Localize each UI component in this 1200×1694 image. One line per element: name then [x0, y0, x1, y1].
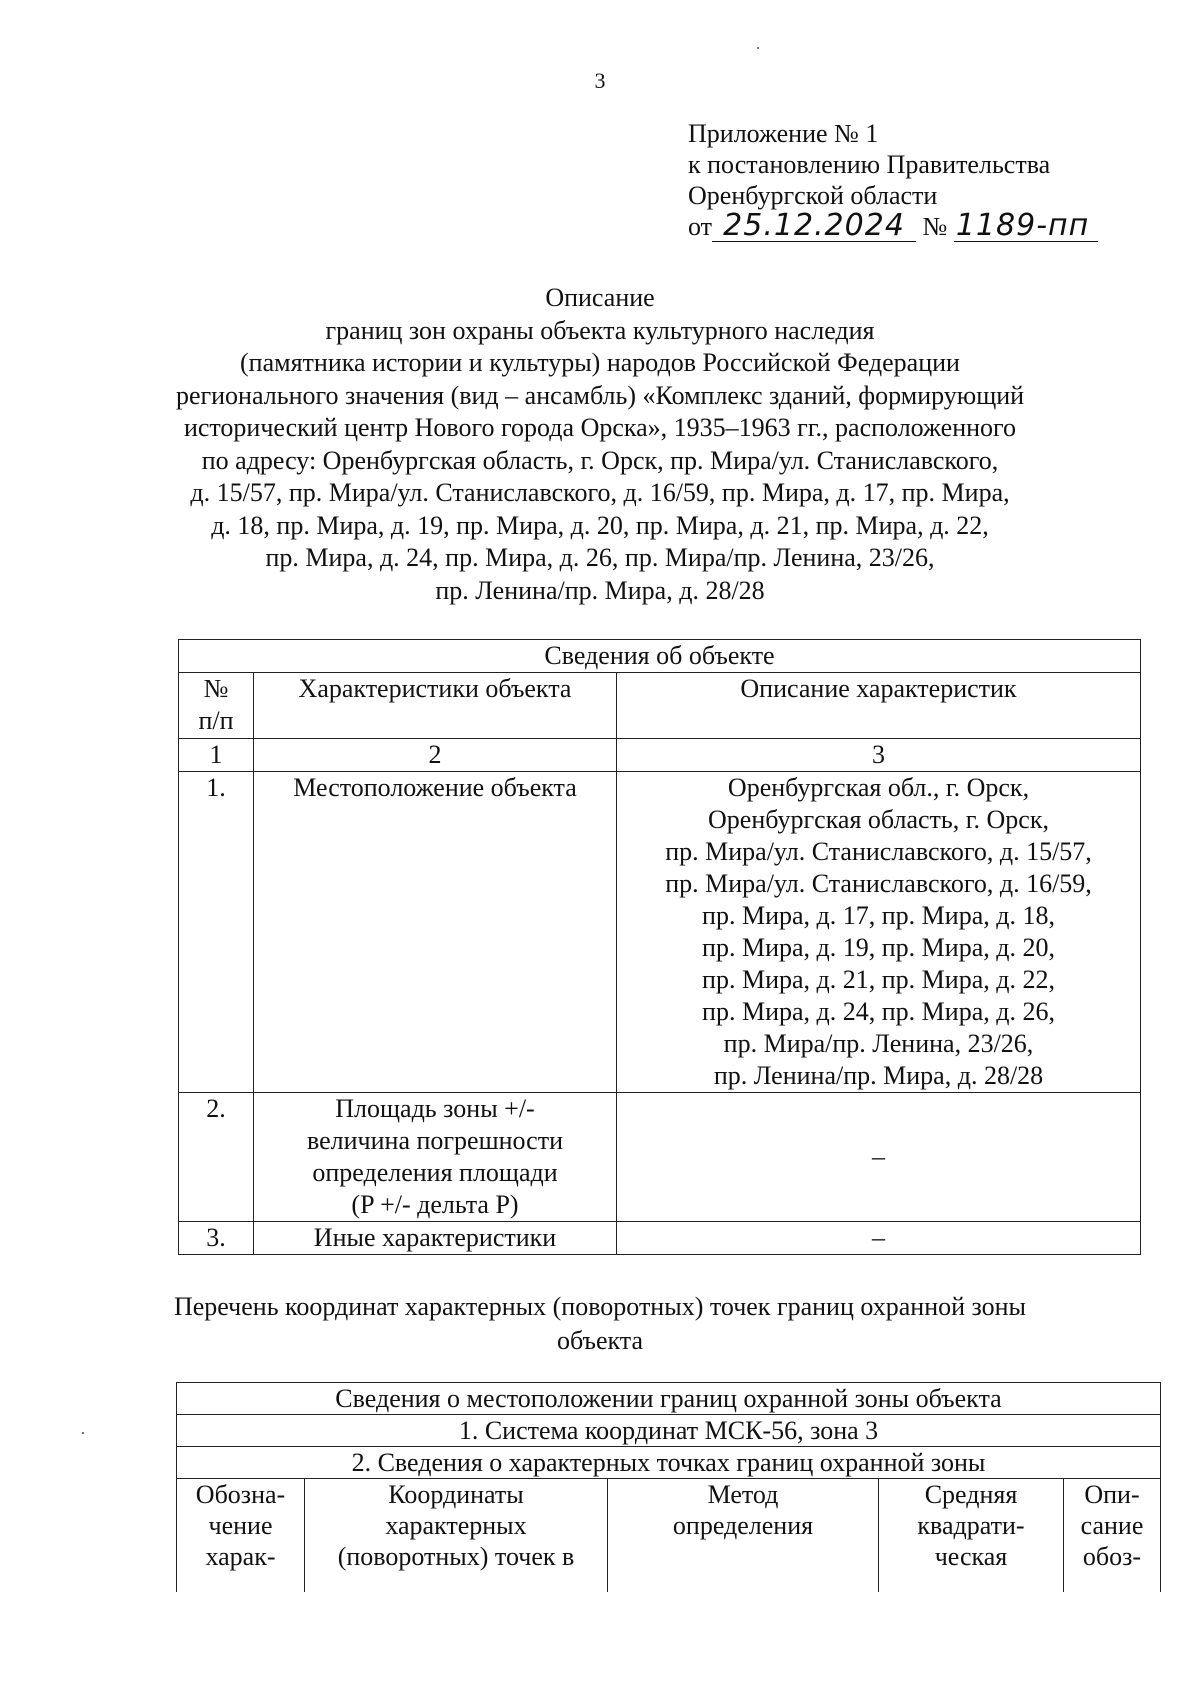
title-line: исторический центр Нового города Орска», 1935–1963 гг., расположенного	[183, 413, 1017, 442]
location-line: Оренбургская обл., г. Орск,	[727, 773, 1030, 802]
header-characteristics: Характеристики объекта	[254, 673, 617, 739]
location-line: пр. Мира, д. 21, пр. Мира, д. 22,	[702, 965, 1055, 994]
table-row	[179, 1093, 1141, 1222]
col-number: 2	[254, 739, 617, 772]
location-line: пр. Мира, д. 19, пр. Мира, д. 20,	[702, 933, 1055, 962]
number-prefix: №	[922, 212, 948, 241]
title-line: регионального значения (вид – ансамбль) «Комплекс зданий, формирующий	[175, 380, 1025, 410]
location-line: пр. Мира, д. 17, пр. Мира, д. 18,	[702, 901, 1055, 930]
characteristic-line: (P +/- дельта P)	[351, 1190, 519, 1219]
table-header-row	[179, 673, 1141, 739]
table-row	[177, 1447, 1161, 1479]
location-line: пр. Мира/ул. Станиславского, д. 16/59,	[665, 869, 1092, 898]
col-number: 1	[179, 739, 254, 772]
header-method	[608, 1479, 879, 1599]
row-number: 3.	[179, 1222, 254, 1255]
characteristic-line: определения площади	[312, 1158, 558, 1187]
table-row	[179, 772, 1141, 1093]
date-prefix: от	[688, 212, 713, 241]
header-mean-square	[879, 1479, 1064, 1599]
coordinates-table	[176, 1382, 1161, 1599]
characteristic-line: Площадь зоны +/-	[335, 1094, 535, 1123]
header-line: Метод	[707, 1480, 779, 1509]
title-line: (памятника истории и культуры) народов Российской Федерации	[240, 348, 960, 377]
header-line: сание	[1080, 1511, 1144, 1540]
coordinates-heading	[150, 1290, 1050, 1358]
header-line: обоз-	[1082, 1542, 1142, 1571]
coordinates-heading-line: Перечень координат характерных (поворотных) точек границ охранной зоны	[173, 1292, 1027, 1321]
row-value: –	[617, 1093, 1141, 1222]
handwritten-number: 1189-пп	[954, 211, 1098, 242]
title-line: по адресу: Оренбургская область, г. Орск, пр. Мира/ул. Станиславского,	[201, 445, 999, 475]
row-number: 2.	[179, 1093, 254, 1222]
header-line: определения	[672, 1511, 814, 1540]
col-number: 3	[617, 739, 1141, 772]
header-num-line2: п/п	[198, 706, 234, 735]
header-line: Координаты	[388, 1480, 524, 1509]
header-line: характерных	[385, 1511, 527, 1540]
title-line: д. 15/57, пр. Мира/ул. Станиславского, д. 16/59, пр. Мира, д. 17, пр. Мира,	[190, 478, 1010, 507]
object-info-table	[178, 639, 1141, 1255]
header-line: Средняя	[924, 1480, 1018, 1509]
appendix-line-2: к постановлению Правительства	[688, 150, 1051, 179]
location-line: пр. Мира/ул. Станиславского, д. 15/57,	[665, 837, 1092, 866]
header-line: Опи-	[1084, 1480, 1140, 1509]
location-line: Оренбургская область, г. Орск,	[708, 805, 1049, 834]
table-row	[179, 1222, 1141, 1255]
page-bottom-margin	[170, 1592, 1170, 1694]
document-title	[150, 282, 1050, 607]
row-value-location	[617, 772, 1141, 1093]
handwritten-date: 25.12.2024	[712, 211, 916, 242]
table-caption-row	[179, 640, 1141, 673]
coordinates-table-caption: Сведения о местоположении границ охранной зоны объекта	[177, 1383, 1161, 1415]
table-row	[177, 1415, 1161, 1447]
title-line: д. 18, пр. Мира, д. 19, пр. Мира, д. 20, пр. Мира, д. 21, пр. Мира, д. 22,	[211, 510, 989, 540]
row-value: –	[617, 1222, 1141, 1255]
scan-speck	[757, 47, 759, 49]
coordinates-heading-line: объекта	[556, 1326, 644, 1355]
characteristic-line: величина погрешности	[306, 1126, 563, 1155]
row-characteristic	[254, 1093, 617, 1222]
title-line: пр. Мира, д. 24, пр. Мира, д. 26, пр. Мира/пр. Ленина, 23/26,	[265, 543, 935, 572]
header-line: квадрати-	[917, 1511, 1025, 1540]
appendix-date-line	[688, 208, 1168, 243]
table-header-row	[177, 1479, 1161, 1599]
header-num	[179, 673, 254, 739]
header-description: Описание характеристик	[617, 673, 1141, 739]
header-coordinates	[305, 1479, 608, 1599]
appendix-line-3: Оренбургской области	[688, 181, 938, 210]
location-line: пр. Мира/пр. Ленина, 23/26,	[723, 1029, 1034, 1058]
row-characteristic: Иные характеристики	[254, 1222, 617, 1255]
appendix-line-1: Приложение № 1	[688, 119, 879, 148]
scan-speck	[82, 1432, 84, 1434]
header-line: ческая	[934, 1542, 1008, 1571]
location-line: пр. Ленина/пр. Мира, д. 28/28	[713, 1061, 1044, 1090]
column-number-row	[179, 739, 1141, 772]
points-section-title: 2. Сведения о характерных точках границ охранной зоны	[177, 1447, 1161, 1479]
row-characteristic: Местоположение объекта	[254, 772, 617, 1093]
title-line: границ зон охраны объекта культурного наследия	[325, 315, 875, 345]
header-designation	[177, 1479, 305, 1599]
coordinate-system: 1. Система координат МСК-56, зона 3	[177, 1415, 1161, 1447]
appendix-block	[688, 118, 1168, 242]
table-caption: Сведения об объекте	[179, 640, 1141, 673]
location-line: пр. Мира, д. 24, пр. Мира, д. 26,	[702, 997, 1055, 1026]
page-number: 3	[594, 68, 606, 93]
header-line: (поворотных) точек в	[337, 1542, 575, 1571]
title-line: пр. Ленина/пр. Мира, д. 28/28	[435, 575, 765, 605]
title-line: Описание	[545, 283, 655, 312]
header-line: Обозна-	[195, 1480, 286, 1509]
table-row	[177, 1383, 1161, 1415]
row-number: 1.	[179, 772, 254, 1093]
header-description	[1064, 1479, 1161, 1599]
header-line: чение	[208, 1511, 273, 1540]
header-line: харак-	[205, 1542, 276, 1571]
header-num-line1: №	[203, 674, 229, 703]
